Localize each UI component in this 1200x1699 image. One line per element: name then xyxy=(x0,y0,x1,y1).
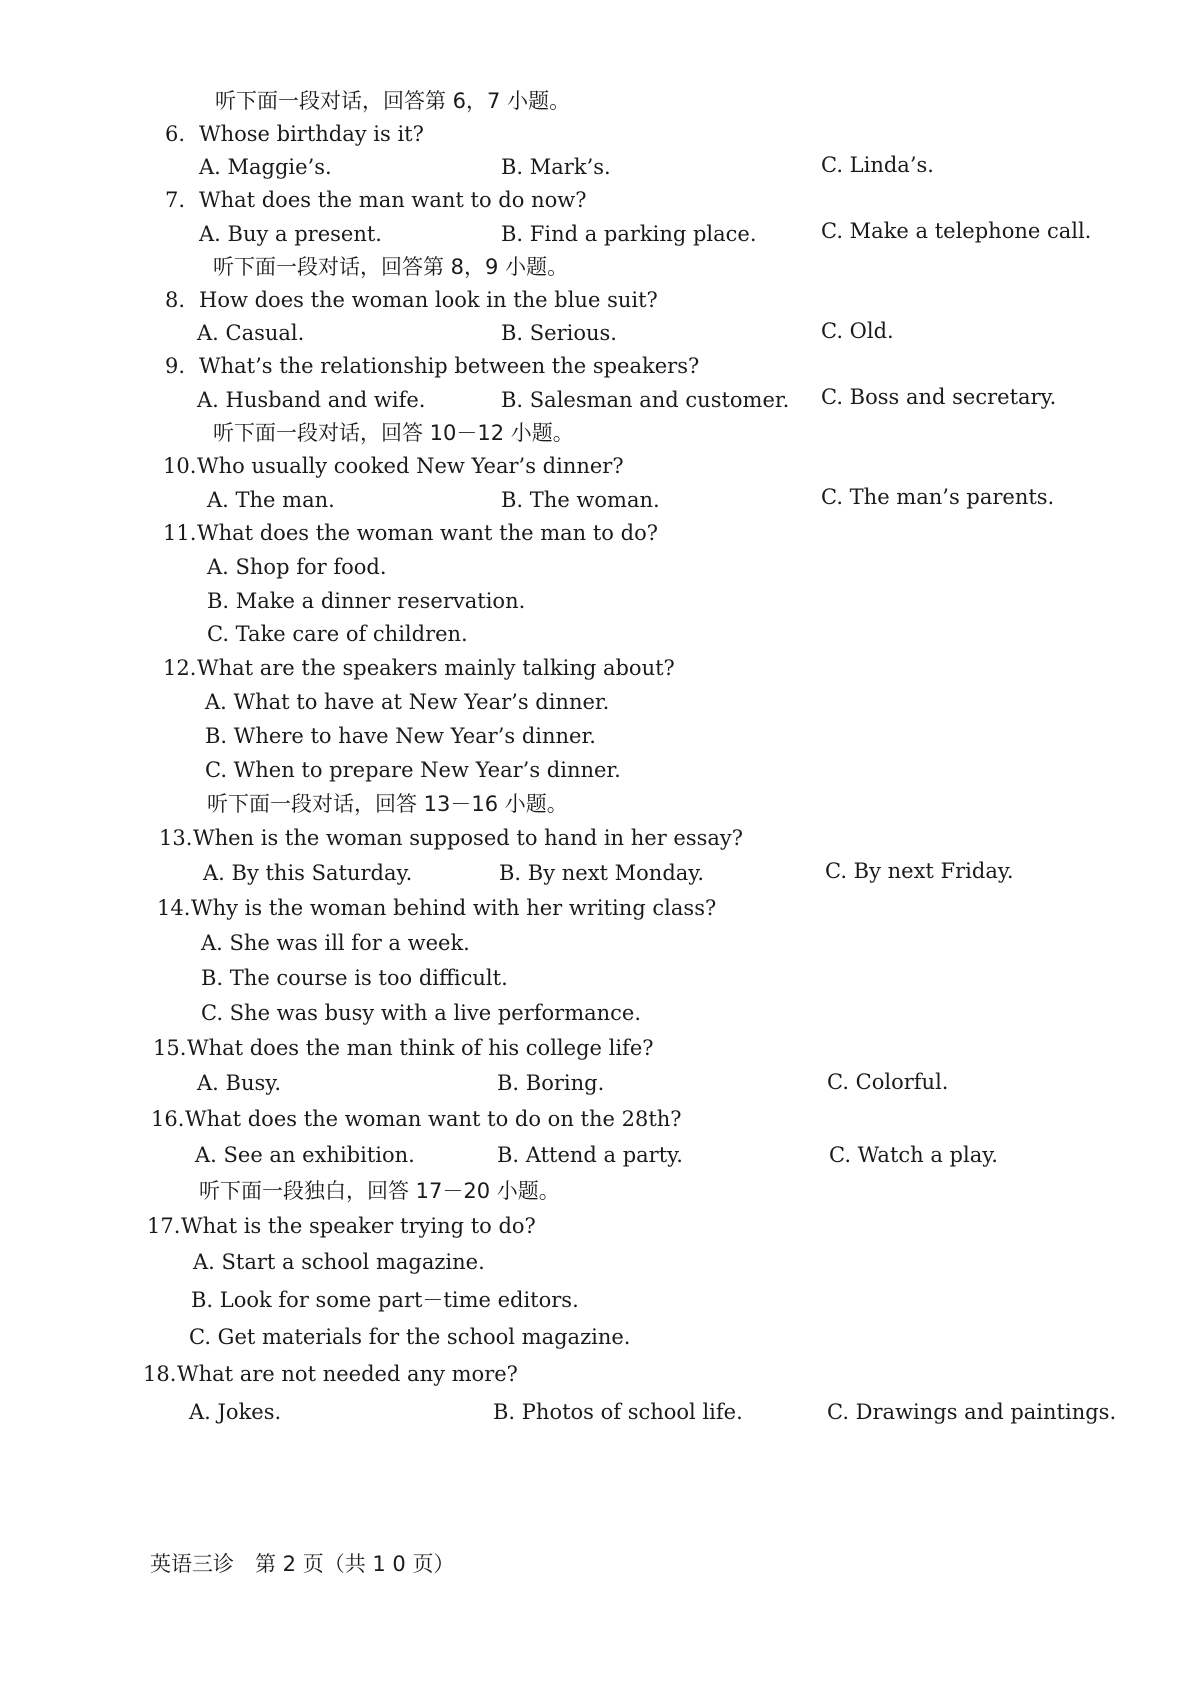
question-number: 9. xyxy=(165,354,186,378)
question-8 xyxy=(165,287,658,313)
section-instruction: 听下面一段对话，回答第 6，7 小题。 xyxy=(215,89,571,113)
question-18 xyxy=(143,1361,518,1387)
option-c: C. Linda’s. xyxy=(821,153,934,177)
option-b: B. Salesman and customer. xyxy=(501,388,790,412)
option-c: C. Colorful. xyxy=(827,1070,949,1094)
option-a: A. Casual. xyxy=(197,321,305,345)
question-17 xyxy=(147,1213,536,1239)
option-a: A. Start a school magazine. xyxy=(193,1250,485,1274)
question-12 xyxy=(163,655,675,681)
question-text: What is the speaker trying to do? xyxy=(181,1214,536,1238)
option-a: A. Shop for food. xyxy=(207,555,387,579)
question-11 xyxy=(163,520,658,546)
option-c: C. She was busy with a live performance. xyxy=(201,1001,642,1025)
option-a: A. Buy a present. xyxy=(199,222,382,246)
page-footer: 英语三诊 第 2 页（共 1 0 页） xyxy=(150,1552,455,1576)
option-a: A. See an exhibition. xyxy=(195,1143,415,1167)
question-text: Whose birthday is it? xyxy=(199,122,424,146)
question-number: 14. xyxy=(157,896,191,920)
option-c: C. Make a telephone call. xyxy=(821,219,1092,243)
option-b: B. Where to have New Year’s dinner. xyxy=(205,724,596,748)
question-6 xyxy=(165,121,424,147)
option-b: B. The course is too difficult. xyxy=(201,966,508,990)
option-b: B. Make a dinner reservation. xyxy=(207,589,526,613)
option-b: B. Photos of school life. xyxy=(493,1400,743,1424)
option-c: C. Get materials for the school magazine. xyxy=(189,1325,631,1349)
question-number: 18. xyxy=(143,1362,177,1386)
question-7 xyxy=(165,187,586,213)
question-number: 10. xyxy=(163,454,197,478)
question-text: When is the woman supposed to hand in her essay? xyxy=(193,826,744,850)
option-c: C. Drawings and paintings. xyxy=(827,1400,1117,1424)
question-number: 6. xyxy=(165,122,186,146)
option-b: B. By next Monday. xyxy=(499,861,705,885)
option-a: A. Jokes. xyxy=(189,1400,282,1424)
section-instruction: 听下面一段对话，回答 10－12 小题。 xyxy=(213,421,574,445)
question-text: What does the woman want the man to do? xyxy=(197,521,658,545)
option-b: B. The woman. xyxy=(501,488,660,512)
option-a: A. She was ill for a week. xyxy=(201,931,470,955)
question-number: 17. xyxy=(147,1214,181,1238)
question-text: How does the woman look in the blue suit? xyxy=(199,288,658,312)
question-16 xyxy=(151,1106,682,1132)
option-a: A. Busy. xyxy=(197,1071,281,1095)
question-number: 16. xyxy=(151,1107,185,1131)
question-15 xyxy=(153,1035,654,1061)
question-text: Why is the woman behind with her writing class? xyxy=(191,896,717,920)
option-a: A. Husband and wife. xyxy=(197,388,426,412)
option-b: B. Serious. xyxy=(501,321,617,345)
option-c: C. By next Friday. xyxy=(825,859,1014,883)
section-instruction: 听下面一段对话，回答第 8，9 小题。 xyxy=(213,255,569,279)
option-c: C. Take care of children. xyxy=(207,622,468,646)
section-instruction: 听下面一段对话，回答 13－16 小题。 xyxy=(207,792,568,816)
question-number: 15. xyxy=(153,1036,187,1060)
question-text: What does the man think of his college life? xyxy=(187,1036,654,1060)
option-a: A. By this Saturday. xyxy=(203,861,413,885)
option-c: C. Boss and secretary. xyxy=(821,385,1057,409)
question-10 xyxy=(163,453,624,479)
question-13 xyxy=(159,825,743,851)
option-c: C. Old. xyxy=(821,319,894,343)
question-text: Who usually cooked New Year’s dinner? xyxy=(197,454,624,478)
option-a: A. What to have at New Year’s dinner. xyxy=(205,690,610,714)
question-text: What does the woman want to do on the 28th? xyxy=(185,1107,682,1131)
option-c: C. When to prepare New Year’s dinner. xyxy=(205,758,621,782)
question-number: 13. xyxy=(159,826,193,850)
question-text: What are the speakers mainly talking about? xyxy=(197,656,675,680)
option-c: C. The man’s parents. xyxy=(821,485,1055,509)
option-b: B. Attend a party. xyxy=(497,1143,683,1167)
question-text: What’s the relationship between the speakers? xyxy=(199,354,700,378)
option-b: B. Mark’s. xyxy=(501,155,611,179)
option-b: B. Boring. xyxy=(497,1071,605,1095)
option-b: B. Find a parking place. xyxy=(501,222,757,246)
option-c: C. Watch a play. xyxy=(829,1143,998,1167)
option-b: B. Look for some part－time editors. xyxy=(191,1288,579,1312)
question-number: 12. xyxy=(163,656,197,680)
option-a: A. Maggie’s. xyxy=(199,155,332,179)
question-number: 7. xyxy=(165,188,186,212)
question-number: 11. xyxy=(163,521,197,545)
question-text: What are not needed any more? xyxy=(177,1362,518,1386)
question-text: What does the man want to do now? xyxy=(199,188,587,212)
question-number: 8. xyxy=(165,288,186,312)
question-14 xyxy=(157,895,716,921)
question-9 xyxy=(165,353,699,379)
section-instruction: 听下面一段独白，回答 17－20 小题。 xyxy=(199,1179,560,1203)
option-a: A. The man. xyxy=(207,488,335,512)
